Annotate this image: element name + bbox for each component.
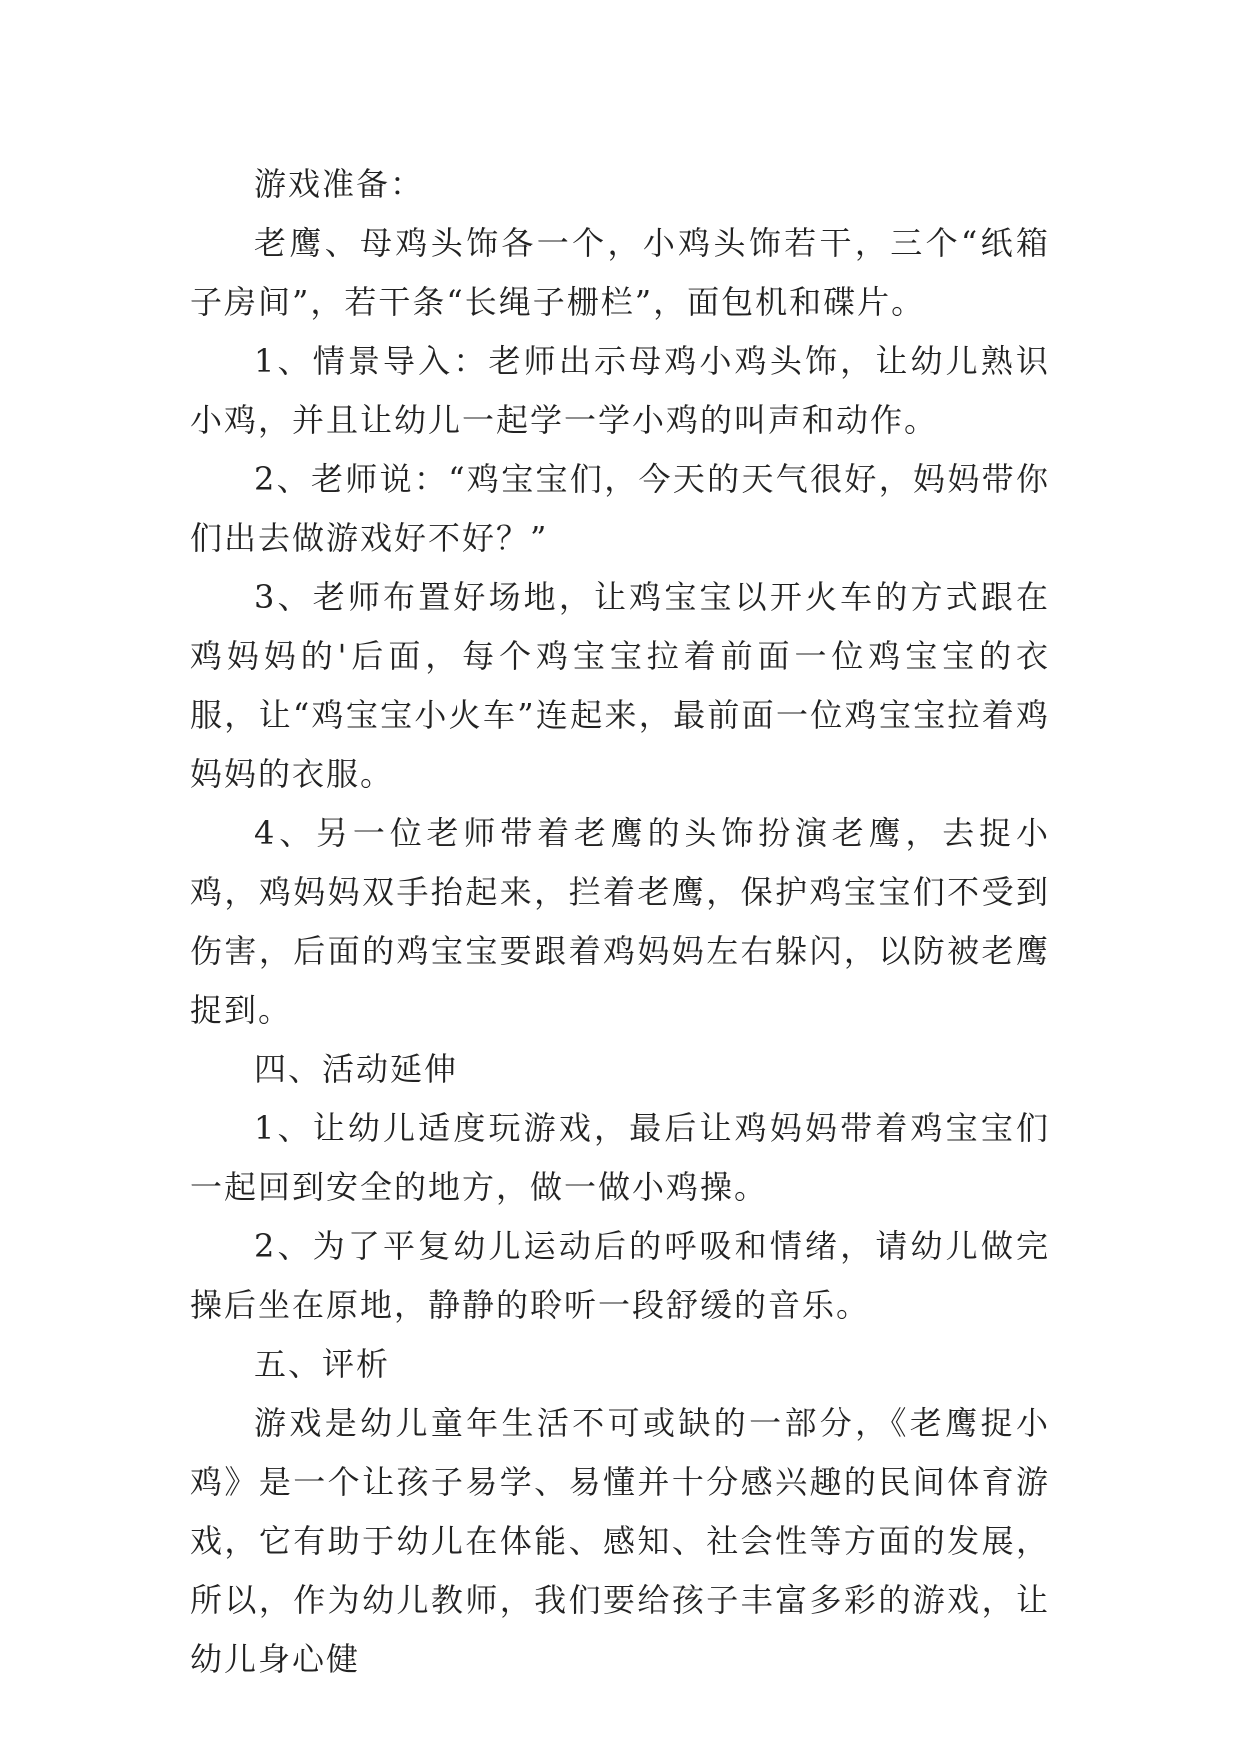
paragraph-extension-1: 1、让幼儿适度玩游戏，最后让鸡妈妈带着鸡宝宝们一起回到安全的地方，做一做小鸡操。 — [190, 1109, 1050, 1206]
paragraph-step-4: 4、另一位老师带着老鹰的头饰扮演老鹰，去捉小鸡，鸡妈妈双手抬起来，拦着老鹰，保护鸡宝宝们不受到伤害，后面的鸡宝宝要跟着鸡妈妈左右躲闪，以防被老鹰捉到。 — [190, 814, 1050, 1029]
heading-game-preparation: 游戏准备： — [254, 165, 425, 203]
paragraph-step-1: 1、情景导入：老师出示母鸡小鸡头饰，让幼儿熟识小鸡，并且让幼儿一起学一学小鸡的叫声和动作。 — [190, 342, 1050, 439]
paragraph-extension-2: 2、为了平复幼儿运动后的呼吸和情绪，请幼儿做完操后坐在原地，静静的聆听一段舒缓的音乐。 — [190, 1227, 1050, 1324]
paragraph-step-3: 3、老师布置好场地，让鸡宝宝以开火车的方式跟在鸡妈妈的'后面，每个鸡宝宝拉着前面一位鸡宝宝的衣服，让“鸡宝宝小火车”连起来，最前面一位鸡宝宝拉着鸡妈妈的衣服。 — [190, 578, 1050, 793]
paragraph-materials: 老鹰、母鸡头饰各一个，小鸡头饰若干，三个“纸箱子房间”，若干条“长绳子栅栏”，面包机和碟片。 — [190, 224, 1050, 321]
document-page — [190, 155, 1050, 1689]
heading-analysis: 五、评析 — [254, 1345, 391, 1383]
paragraph-analysis: 游戏是幼儿童年生活不可或缺的一部分，《老鹰捉小鸡》是一个让孩子易学、易懂并十分感兴趣的民间体育游戏，它有助于幼儿在体能、感知、社会性等方面的发展，所以，作为幼儿教师，我们要给孩子丰富多彩的游戏，让幼儿身心健 — [190, 1404, 1050, 1678]
heading-activity-extension: 四、活动延伸 — [254, 1050, 459, 1088]
paragraph-step-2: 2、老师说：“鸡宝宝们，今天的天气很好，妈妈带你们出去做游戏好不好？” — [190, 460, 1050, 557]
